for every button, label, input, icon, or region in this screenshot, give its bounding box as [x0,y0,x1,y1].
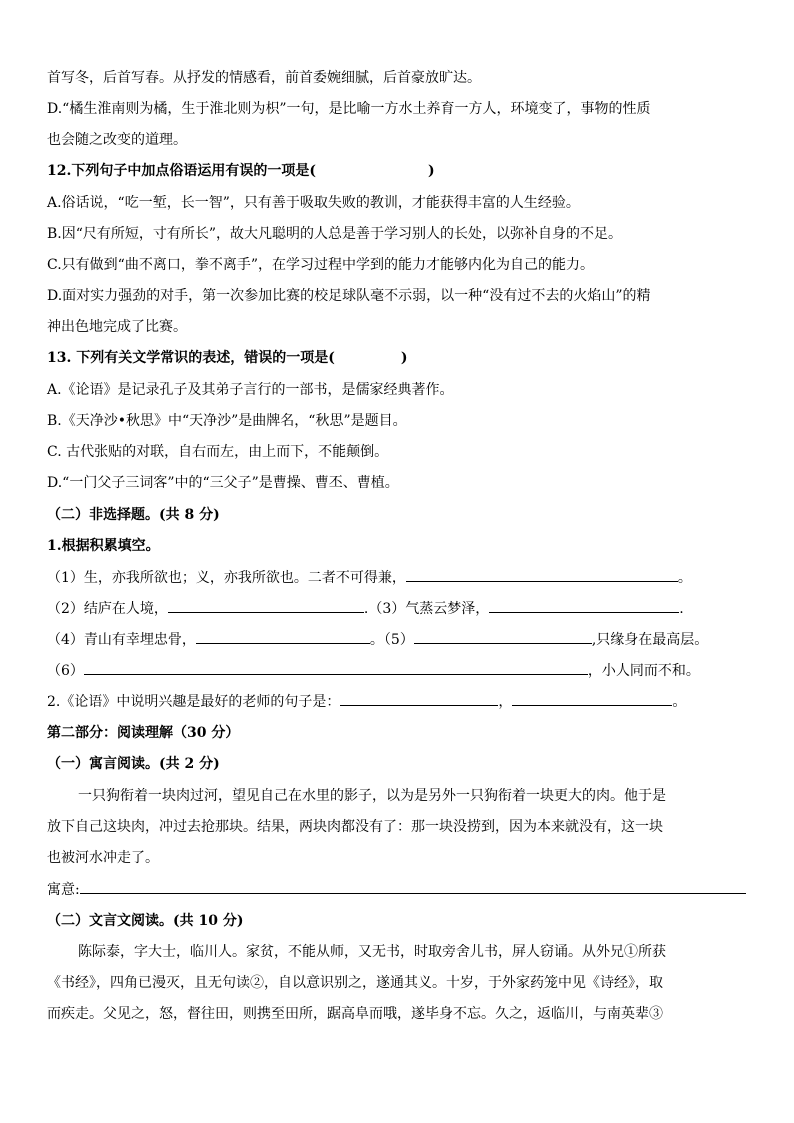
q11-option-d-line1: D.“橘生淮南则为橘，生于淮北则为枳”一句，是比喻一方水土养育一方人，环境变了，事物的性质 [47,101,651,117]
fill-line-2 [47,598,684,619]
fable-paragraph-line3: 也被河水冲走了。 [47,850,159,866]
fill-line-3-mid: 。（5） [369,632,414,648]
fable-paragraph-line2: 放下自己这块肉，冲过去抢那块。结果，两块肉都没有了：那一块没捞到，因为本来就没有，这一块 [47,819,663,835]
q12-stem [47,161,435,181]
fill-line-4 [47,660,700,681]
fill-q2-end: 。 [672,694,687,710]
fable-paragraph-line1: 一只狗衔着一块肉过河，望见自己在水里的影子，以为是另外一只狗衔着一块更大的肉。他于是 [78,788,666,804]
moral-answer-blank[interactable] [80,879,746,894]
fill-blank-title: 1.根据积累填空。 [47,538,160,554]
fill-line-2-text: （2）结庐在人境， [47,601,168,617]
fill-q2-text: 2.《论语》中说明兴趣是最好的老师的句子是： [47,694,341,710]
answer-blank-6[interactable] [84,660,588,675]
q12-option-d-line1: D.面对实力强劲的对手，第一次参加比赛的校足球队毫不示弱，以一种“没有过不去的火焰山”的精 [47,288,651,304]
q11-option-d-line2: 也会随之改变的道理。 [47,132,187,148]
answer-blank-1[interactable] [406,567,678,582]
answer-blank-5[interactable] [414,629,592,644]
q12-option-b: B.因“尺有所短，寸有所长”，故大凡聪明的人总是善于学习别人的长处，以弥补自身的不足。 [47,226,623,242]
moral-label: 寓意: [47,882,80,898]
answer-blank-2[interactable] [168,598,364,613]
part2-heading: 第二部分：阅读理解（30 分） [47,725,240,741]
answer-blank-3[interactable] [489,598,679,613]
q13-option-a: A.《论语》是记录孔子及其弟子言行的一部书，是儒家经典著作。 [47,382,454,398]
answer-blank-7[interactable] [340,691,498,706]
q13-option-c: C. 古代张贴的对联，自右而左，由上而下，不能颠倒。 [47,444,389,460]
classical-paragraph-line1: 陈际泰，字大士，临川人。家贫，不能从师，又无书，时取旁舍儿书，屏人窃诵。从外兄①所获 [78,944,666,960]
answer-blank-4[interactable] [196,629,370,644]
q13-option-d: D.“一门父子三词客”中的“三父子”是曹操、曹丕、曹植。 [47,475,399,491]
classical-paragraph-line3: 而疾走。父见之，怒，督往田，则携至田所，踞高阜而哦，遂毕身不忘。久之，返临川，与南英辈③ [47,1006,663,1022]
q12-option-c: C.只有做到“曲不离口，拳不离手”，在学习过程中学到的能力才能够内化为自己的能力。 [47,257,594,273]
fill-line-3-end: ,只缘身在最高层。 [591,632,709,648]
fill-line-q2 [47,691,686,712]
fable-heading: （一）寓言阅读。(共 2 分) [47,756,220,772]
q13-option-b: B.《天净沙•秋思》中“天净沙”是曲牌名，“秋思”是题目。 [47,413,407,429]
fill-line-1 [47,567,692,588]
classical-paragraph-line2: 《书经》，四角已漫灭，且无句读②，自以意识别之，遂通其义。十岁，于外家药笼中见《诗经》，取 [47,975,663,991]
classical-heading: （二）文言文阅读。(共 10 分) [47,913,244,929]
section-nonchoice-heading: （二）非选择题。(共 8 分) [47,507,220,523]
q13-stem-text: 13. 下列有关文学常识的表述，错误的一项是( [47,350,335,366]
q13-stem [47,348,407,368]
q12-stem-text: 12.下列句子中加点俗语运用有误的一项是( [47,163,316,179]
q12-option-d-line2: 神出色地完成了比赛。 [47,319,187,335]
answer-blank-8[interactable] [512,691,672,706]
q11-option-c-continuation: 首写冬，后首写春。从抒发的情感看，前首委婉细腻，后首豪放旷达。 [47,70,481,86]
moral-line [47,879,746,900]
fill-line-2-end: . [679,601,684,617]
q13-stem-close: ) [400,350,408,366]
fill-line-1-end: 。 [677,570,692,586]
fill-line-4-text: （6） [47,663,84,679]
q12-stem-close: ) [427,163,435,179]
fill-line-3-text: （4）青山有幸埋忠骨， [47,632,196,648]
fill-line-3 [47,629,708,650]
fill-line-1-text: （1）生，亦我所欲也；义，亦我所欲也。二者不可得兼， [47,570,406,586]
q12-option-a: A.俗话说，“吃一堑，长一智”，只有善于吸取失败的教训，才能获得丰富的人生经验。 [47,195,580,211]
fill-line-4-end: ，小人同而不和。 [587,663,700,679]
fill-q2-mid: ， [498,694,513,710]
fill-line-2-mid: .（3）气蒸云梦泽， [363,601,490,617]
